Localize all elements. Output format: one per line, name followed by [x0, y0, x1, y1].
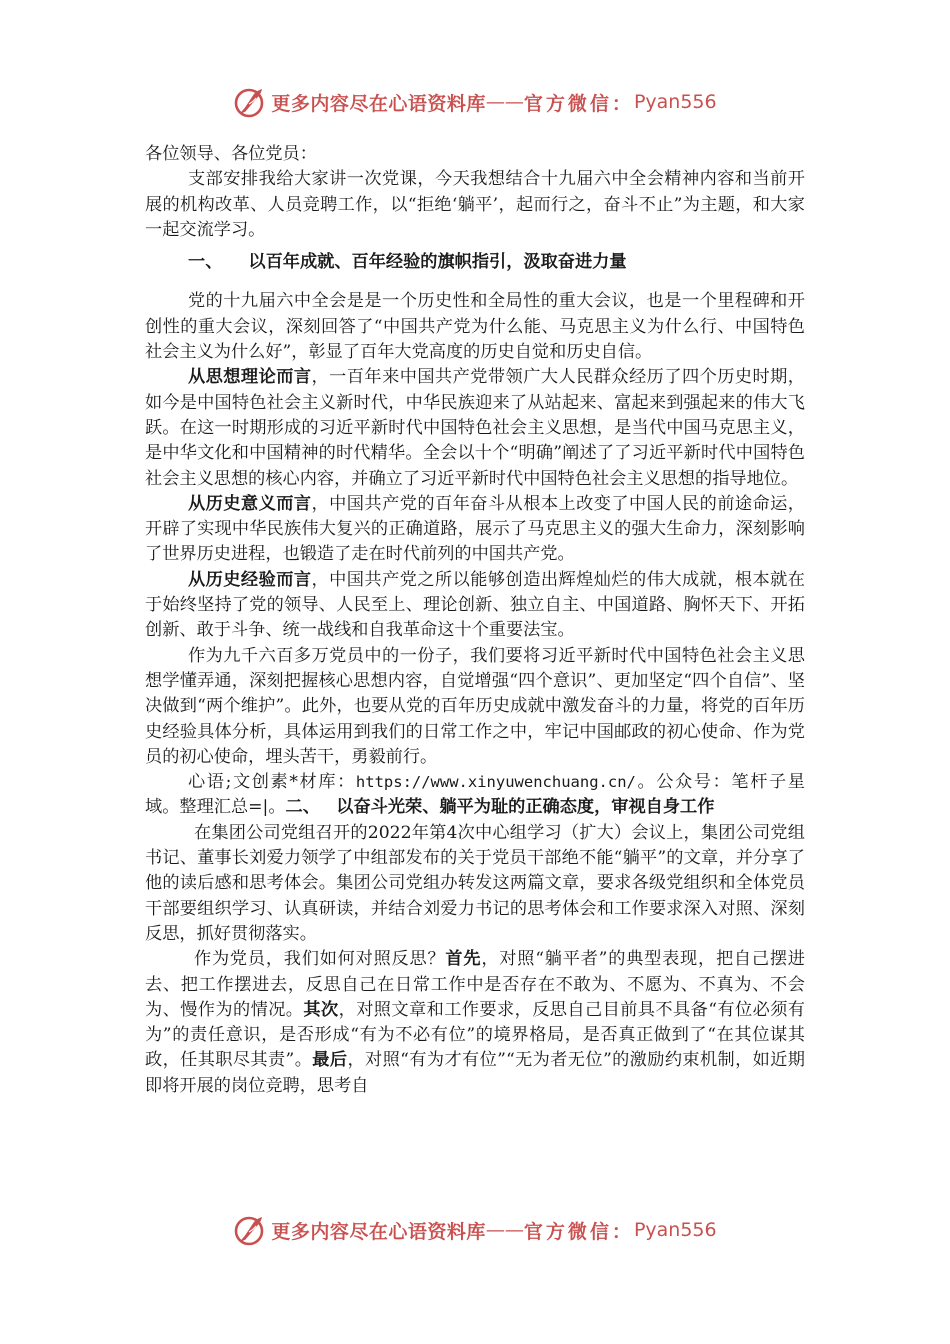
intro-paragraph: 支部安排我给大家讲一次党课，今天我想结合十九届六中全会精神内容和当前开展的机构改革、人员竞聘工作，以“拒绝‘躺平’，起而行之，奋斗不止”为主题，和大家一起交流学习。 — [145, 169, 805, 240]
emphasis-first: 首先 — [445, 949, 482, 970]
section-heading-1 — [145, 250, 805, 275]
paragraph-text: ，对照“有为才有位”“无为者无位”的激励约束机制，如近期即将开展的岗位竞聘，思考自 — [145, 1050, 805, 1096]
banner-title: 更多内容尽在心语资料库 — [271, 92, 486, 115]
source-prefix: 心语;文创素*材库： — [188, 772, 356, 793]
paragraph — [145, 568, 805, 644]
document-body — [145, 142, 805, 1099]
quill-pen-logo-icon — [233, 85, 267, 119]
section-title: 以百年成就、百年经验的旗帜指引，汲取奋进力量 — [248, 252, 627, 273]
emphasis-second: 其次 — [303, 999, 339, 1020]
footer-banner — [0, 1208, 950, 1252]
paragraph-text: 作为党员，我们如何对照反思？ — [194, 949, 446, 970]
banner-wechat-label: 官方微信： — [523, 92, 634, 115]
paragraph — [145, 492, 805, 568]
paragraph — [145, 365, 805, 491]
source-suffix: 。公众号：笔杆子星域。整理汇总=|。 — [145, 772, 805, 818]
paragraph: 在集团公司党组召开的2022年第4次中心组学习（扩大）会议上，集团公司党组书记、董事长刘爱力领学了中组部发布的关于党员干部绝不能“躺平”的文章，并分享了他的读后感和思考体会。集团公司党组办转发这两篇文章，要求各级党组织和全体党员干部要组织学习、认真研读，并结合刘爱力书记的思考体会和工作要求深入对照、深刻反思，抓好贯彻落实。 — [145, 822, 805, 944]
paragraph-text: ，中国共产党之所以能够创造出辉煌灿烂的伟大成就，根本就在于始终坚持了党的领导、人民至上、理论创新、独立自主、中国道路、胸怀天下、开拓创新、敢于斗争、统一战线和自我革命这十个重要法宝。 — [145, 569, 805, 641]
paragraph-lead: 从历史意义而言 — [188, 493, 312, 514]
paragraph: 党的十九届六中全会是是一个历史性和全局性的重大会议，也是一个里程碑和开创性的重大会议，深刻回答了“中国共产党为什么能、马克思主义为什么行、中国特色社会主义为什么好”，彰显了百年大党高度的历史自觉和历史自信。 — [145, 291, 805, 363]
section-number: 二、 — [285, 797, 320, 818]
source-url: https://www.xinyuwenchuang.cn/ — [355, 773, 636, 792]
paragraph-text: ，对照“躺平者”的典型表现，把自己摆进去、把工作摆进去，反思自己在日常工作中是否存在不敢为、不愿为、不真为、不会为、慢作为的情况。 — [145, 949, 805, 1020]
paragraph: 作为九千六百多万党员中的一份子，我们要将习近平新时代中国特色社会主义思想学懂弄通，深刻把握核心思想内容，自觉增强“四个意识”、更加坚定“四个自信”、坚决做到“两个维护”。此外，也要从党的百年历史成就中激发奋斗的力量，将党的百年历史经验具体分析，具体运用到我们的日常工作之中，牢记中国邮政的初心使命、作为党员的初心使命，埋头苦干，勇毅前行。 — [145, 645, 805, 767]
banner-separator: —— — [485, 1219, 524, 1241]
paragraph-text: ，对照文章和工作要求，反思自己目前具不具备“有位必须有为”的责任意识，是否形成“有为不必有位”的境界格局，是否真正做到了“在其位谋其政，任其职尽其责”。 — [145, 999, 805, 1071]
banner-separator: —— — [485, 91, 524, 113]
banner-wechat-id: Pyan556 — [633, 1219, 717, 1241]
paragraph-lead: 从思想理论而言 — [188, 367, 312, 388]
emphasis-last: 最后 — [312, 1050, 348, 1071]
header-banner — [0, 80, 950, 124]
greeting: 各位领导、各位党员： — [145, 144, 317, 164]
banner-title: 更多内容尽在心语资料库 — [271, 1220, 486, 1243]
paragraph-text: ，一百年来中国共产党带领广大人民群众经历了四个历史时期，如今是中国特色社会主义新时代，中华民族迎来了从站起来、富起来到强起来的伟大飞跃。在这一时期形成的习近平新时代中国特色社会主义思想，是当代中国马克思主义，是中华文化和中国精神的时代精华。全会以十个“明确”阐述了了习近平新时代中国特色社会主义思想的核心内容，并确立了习近平新时代中国特色社会主义思想的指导地位。 — [145, 367, 805, 489]
paragraph-text: ，中国共产党的百年奋斗从根本上改变了中国人民的前途命运，开辟了实现中华民族伟大复兴的正确道路，展示了马克思主义的强大生命力，深刻影响了世界历史进程，也锻造了走在时代前列的中国共产党。 — [145, 493, 805, 565]
banner-wechat-label: 官方微信： — [523, 1220, 634, 1243]
source-note-paragraph — [145, 770, 805, 821]
paragraph — [145, 947, 805, 1099]
banner-wechat-id: Pyan556 — [633, 91, 717, 113]
section-title: 以奋斗光荣、躺平为耻的正确态度，审视自身工作 — [336, 797, 715, 818]
paragraph-lead: 从历史经验而言 — [188, 569, 312, 590]
quill-pen-logo-icon — [233, 1213, 267, 1247]
section-number: 一、 — [188, 252, 223, 273]
